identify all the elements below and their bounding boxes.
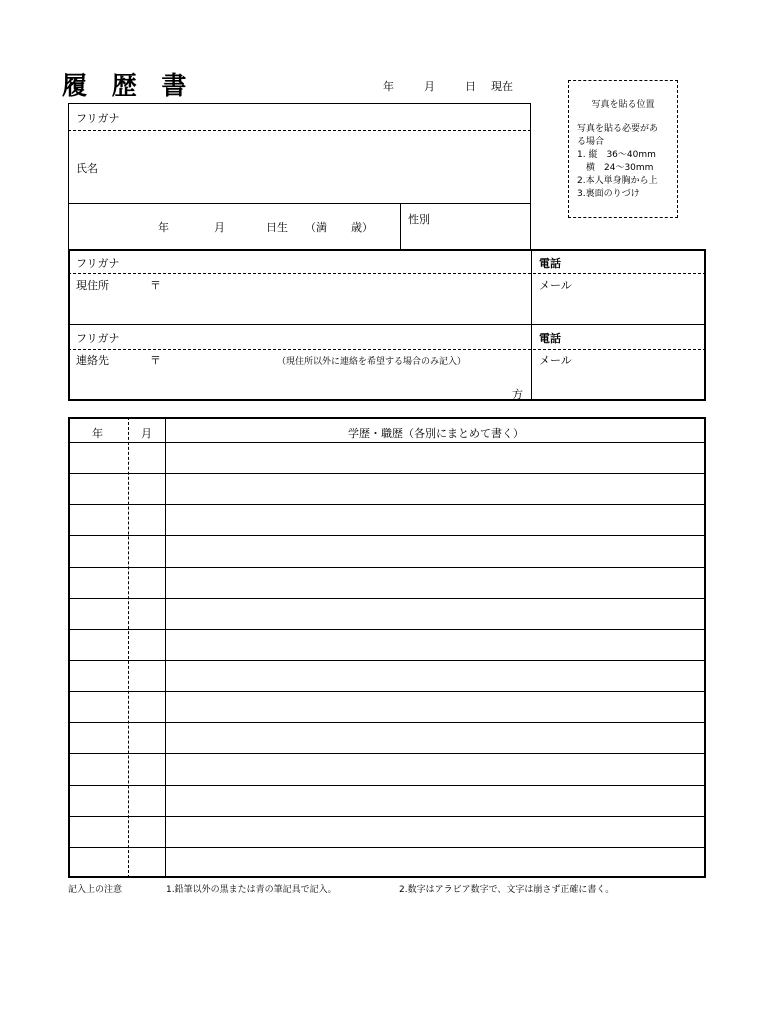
history-detail-cell[interactable] xyxy=(167,506,704,533)
divider xyxy=(531,249,532,401)
row-divider xyxy=(68,722,706,723)
history-year-cell[interactable] xyxy=(70,444,128,471)
history-detail-cell[interactable] xyxy=(167,787,704,814)
history-month-cell[interactable] xyxy=(130,569,164,596)
photo-placeholder[interactable] xyxy=(568,80,678,218)
history-month-cell[interactable] xyxy=(130,537,164,564)
row-divider xyxy=(68,442,706,443)
history-detail-cell[interactable] xyxy=(167,755,704,782)
photo-line: 横 24〜30mm xyxy=(577,163,654,173)
row-divider xyxy=(68,847,706,848)
contact-furigana-label: フリガナ xyxy=(76,332,120,345)
photo-line: 2.本人単身胸から上 xyxy=(577,176,658,186)
birth-month-label: 月 xyxy=(214,221,225,234)
history-month-cell[interactable] xyxy=(130,787,164,814)
divider xyxy=(400,203,401,249)
address-furigana-label: フリガナ xyxy=(76,257,120,270)
photo-instructions xyxy=(577,123,658,201)
history-detail-cell[interactable] xyxy=(167,724,704,751)
history-year-cell[interactable] xyxy=(70,537,128,564)
history-year-cell[interactable] xyxy=(70,662,128,689)
history-detail-cell[interactable] xyxy=(167,569,704,596)
history-month-cell[interactable] xyxy=(130,755,164,782)
history-detail-cell[interactable] xyxy=(167,693,704,720)
history-detail-cell[interactable] xyxy=(167,537,704,564)
date-month-label: 月 xyxy=(424,80,435,93)
history-detail-cell[interactable] xyxy=(167,631,704,658)
history-detail-header: 学歴・職歴（各別にまとめて書く） xyxy=(348,427,524,440)
history-month-cell[interactable] xyxy=(130,506,164,533)
contact-note: （現住所以外に連絡を希望する場合のみ記入） xyxy=(277,357,467,367)
history-detail-cell[interactable] xyxy=(167,475,704,502)
history-year-cell[interactable] xyxy=(70,787,128,814)
history-month-cell[interactable] xyxy=(130,444,164,471)
row-divider xyxy=(68,691,706,692)
address-phone-label: 電話 xyxy=(539,257,561,270)
address-section xyxy=(68,249,706,401)
column-divider xyxy=(165,417,166,878)
photo-line: 1. 縦 36〜40mm xyxy=(577,150,656,160)
divider xyxy=(68,349,706,350)
row-divider xyxy=(68,504,706,505)
history-detail-cell[interactable] xyxy=(167,444,704,471)
date-day-label: 日 xyxy=(465,80,476,93)
footer-note-2: 2.数字はアラビア数字で、文字は崩さず正確に書く。 xyxy=(399,885,615,895)
history-year-cell[interactable] xyxy=(70,506,128,533)
history-month-cell[interactable] xyxy=(130,475,164,502)
history-month-header: 月 xyxy=(141,427,152,440)
history-month-cell[interactable] xyxy=(130,693,164,720)
photo-line: 写真を貼る必要があ xyxy=(577,124,659,134)
name-label: 氏名 xyxy=(76,162,98,175)
history-year-cell[interactable] xyxy=(70,600,128,627)
photo-line: る場合 xyxy=(577,137,605,147)
history-year-cell[interactable] xyxy=(70,849,128,876)
history-year-cell[interactable] xyxy=(70,755,128,782)
footer-label: 記入上の注意 xyxy=(68,885,123,895)
birth-year-label: 年 xyxy=(158,221,169,234)
contact-phone-label: 電話 xyxy=(539,332,561,345)
name-field[interactable] xyxy=(70,132,529,202)
address-label: 現住所 xyxy=(76,279,109,292)
date-suffix-label: 現在 xyxy=(491,80,513,93)
contact-label: 連絡先 xyxy=(76,354,109,367)
row-divider xyxy=(68,629,706,630)
contact-email-label: メール xyxy=(539,354,572,367)
history-year-cell[interactable] xyxy=(70,569,128,596)
row-divider xyxy=(68,473,706,474)
age-open-label: （満 xyxy=(305,221,327,234)
row-divider xyxy=(68,535,706,536)
column-divider xyxy=(128,417,129,878)
divider xyxy=(68,203,531,204)
photo-line: 3.裏面のりづけ xyxy=(577,189,640,199)
birth-day-label: 日生 xyxy=(266,221,288,234)
footer-note-1: 1.鉛筆以外の黒または青の筆記具で記入。 xyxy=(166,885,337,895)
gender-label: 性別 xyxy=(408,213,430,226)
history-year-cell[interactable] xyxy=(70,724,128,751)
history-detail-cell[interactable] xyxy=(167,818,704,845)
contact-postal-mark: 〒 xyxy=(150,354,161,367)
history-year-cell[interactable] xyxy=(70,475,128,502)
furigana-label: フリガナ xyxy=(76,112,120,125)
row-divider xyxy=(68,753,706,754)
age-close-label: 歳） xyxy=(351,221,373,234)
history-month-cell[interactable] xyxy=(130,662,164,689)
row-divider xyxy=(68,598,706,599)
history-detail-cell[interactable] xyxy=(167,662,704,689)
history-month-cell[interactable] xyxy=(130,631,164,658)
history-year-cell[interactable] xyxy=(70,693,128,720)
photo-title: 写真を貼る位置 xyxy=(591,100,655,110)
history-year-cell[interactable] xyxy=(70,818,128,845)
divider xyxy=(68,273,706,274)
date-year-label: 年 xyxy=(383,80,394,93)
row-divider xyxy=(68,816,706,817)
history-detail-cell[interactable] xyxy=(167,849,704,876)
history-detail-cell[interactable] xyxy=(167,600,704,627)
contact-suffix: 方 xyxy=(512,388,523,401)
address-postal-mark: 〒 xyxy=(150,279,161,292)
address-email-label: メール xyxy=(539,279,572,292)
history-month-cell[interactable] xyxy=(130,600,164,627)
history-month-cell[interactable] xyxy=(130,849,164,876)
page-title: 履 歴 書 xyxy=(62,71,195,100)
row-divider xyxy=(68,785,706,786)
history-month-cell[interactable] xyxy=(130,724,164,751)
history-month-cell[interactable] xyxy=(130,818,164,845)
row-divider xyxy=(68,660,706,661)
history-year-header: 年 xyxy=(92,427,103,440)
history-year-cell[interactable] xyxy=(70,631,128,658)
row-divider xyxy=(68,567,706,568)
divider xyxy=(68,130,531,131)
divider xyxy=(68,324,706,325)
